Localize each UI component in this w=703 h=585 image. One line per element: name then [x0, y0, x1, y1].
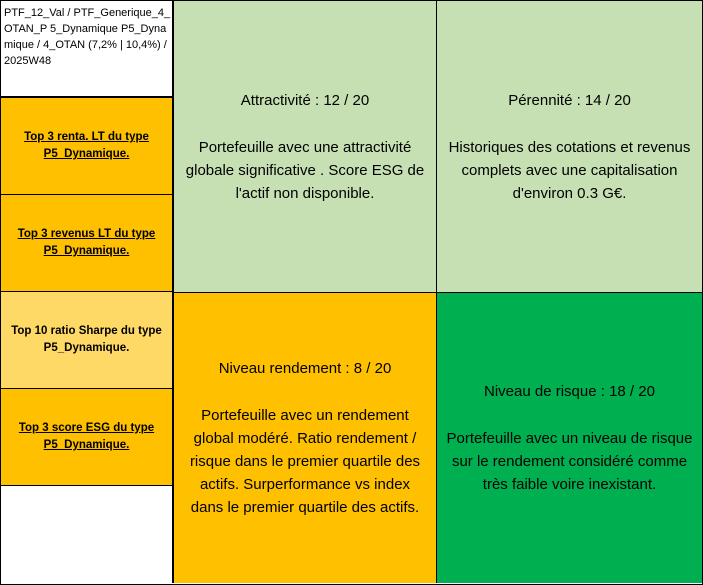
tile-title: Attractivité : 12 / 20	[240, 91, 370, 109]
sidebar-item-label: Top 10 ratio Sharpe du type P5_Dynamique.	[11, 325, 162, 354]
sidebar-item-top3-esg[interactable]	[1, 388, 173, 486]
portfolio-header-cell	[1, 1, 173, 97]
tile-niveau-rendement	[173, 292, 437, 583]
portfolio-header-text: PTF_12_Val / PTF_Generique_4_OTAN_P 5_Dynamique P5_Dynamique / 4_OTAN (7,2% | 10,4%) / 2025W48	[4, 7, 171, 67]
tile-description: Portefeuille avec une attractivité globale significative . Score ESG de l'actif non disponible.	[185, 138, 425, 202]
tile-niveau-risque	[436, 292, 702, 583]
sidebar-item-top10-sharpe[interactable]	[1, 291, 173, 389]
tile-description: Portefeuille avec un rendement global modéré. Ratio rendement / risque dans le premier quartile des actifs. Surperformance vs index dans le premier quartile des actifs.	[189, 407, 421, 516]
tile-title: Pérennité : 14 / 20	[508, 91, 631, 109]
sidebar-item-top3-renta[interactable]	[1, 97, 173, 195]
tile-perennite	[436, 1, 702, 293]
sidebar-item-top3-revenus[interactable]	[1, 194, 173, 292]
sidebar-item-label[interactable]: Top 3 score ESG du type P5_Dynamique.	[18, 422, 155, 451]
sidebar-item-label[interactable]: Top 3 revenus LT du type P5_Dynamique.	[17, 228, 156, 257]
tile-title: Niveau de risque : 18 / 20	[484, 383, 655, 400]
sidebar-item-label[interactable]: Top 3 renta. LT du type P5_Dynamique.	[24, 131, 149, 160]
tile-description: Historiques des cotations et revenus complets avec une capitalisation d'environ 0.3 G€.	[448, 138, 691, 202]
tile-attractivite	[173, 1, 437, 293]
tile-description: Portefeuille avec un niveau de risque sur le rendement considéré comme très faible voire inexistant.	[446, 430, 693, 493]
sidebar-empty-cell	[1, 485, 173, 583]
tile-title: Niveau rendement : 8 / 20	[218, 360, 392, 377]
